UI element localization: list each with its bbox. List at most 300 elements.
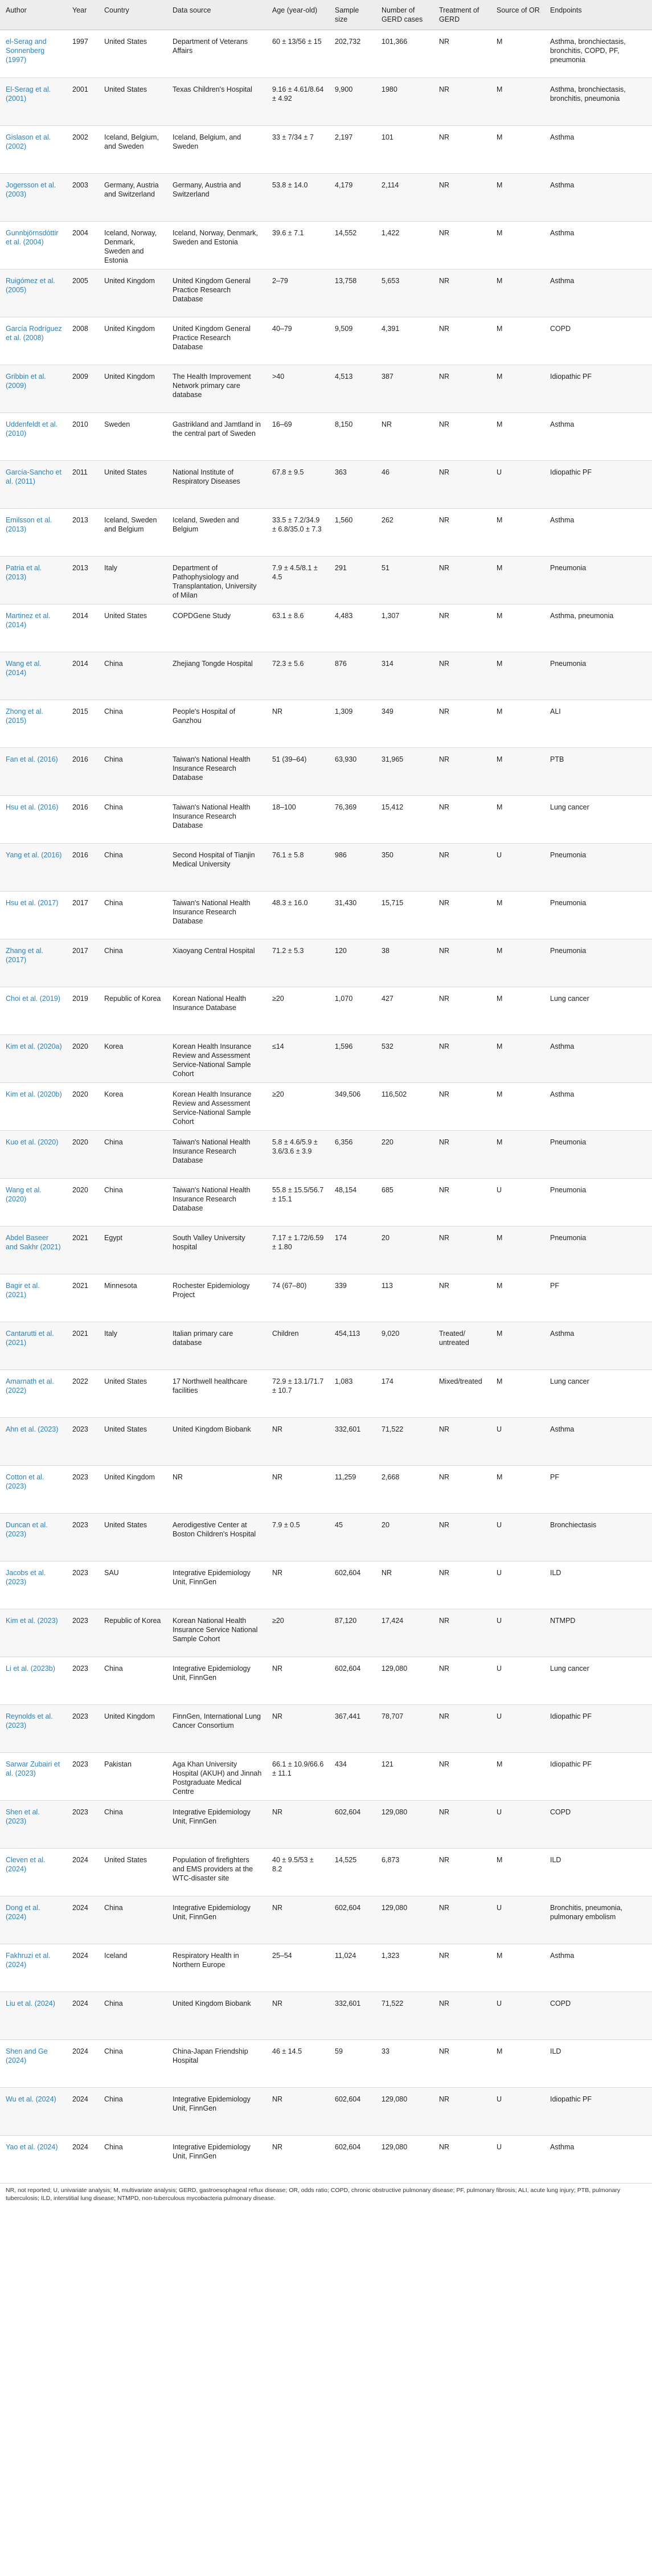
table-row xyxy=(0,652,652,700)
cell-treatment: NR xyxy=(433,748,491,796)
cell-data-source: Aga Khan University Hospital (AKUH) and Jinnah Postgraduate Medical Centre xyxy=(167,1753,266,1801)
cell-endpoints: Pneumonia xyxy=(544,1131,652,1179)
cell-age: NR xyxy=(266,1896,329,1944)
table-row xyxy=(0,269,652,317)
cell-year: 2024 xyxy=(67,2136,99,2184)
author-citation-link[interactable]: Dong et al. (2024) xyxy=(6,1904,40,1921)
cell-data-source: Taiwan's National Health Insurance Research Database xyxy=(167,1131,266,1179)
cell-treatment: NR xyxy=(433,604,491,652)
cell-country: China xyxy=(99,700,167,748)
cell-age: NR xyxy=(266,2088,329,2136)
cell-or-source: M xyxy=(491,269,544,317)
cell-endpoints: ILD xyxy=(544,1561,652,1609)
cell-sample-size: 11,024 xyxy=(329,1944,376,1992)
cell-sample-size: 14,525 xyxy=(329,1849,376,1896)
cell-author xyxy=(0,1705,67,1753)
cell-country: Republic of Korea xyxy=(99,1609,167,1657)
cell-treatment: NR xyxy=(433,413,491,461)
cell-age: 9.16 ± 4.61/8.64 ± 4.92 xyxy=(266,78,329,126)
cell-endpoints: COPD xyxy=(544,1801,652,1849)
cell-sample-size: 602,604 xyxy=(329,1801,376,1849)
cell-treatment: NR xyxy=(433,1992,491,2040)
author-citation-link[interactable]: Ruigómez et al. (2005) xyxy=(6,277,55,294)
table-row xyxy=(0,1370,652,1418)
author-citation-link[interactable]: Fakhruzi et al. (2024) xyxy=(6,1952,51,1969)
cell-data-source: Gastrikland and Jamtland in the central part of Sweden xyxy=(167,413,266,461)
cell-author xyxy=(0,1226,67,1274)
cell-age: 67.8 ± 9.5 xyxy=(266,461,329,509)
table-row xyxy=(0,1561,652,1609)
table-row xyxy=(0,1992,652,2040)
author-citation-link[interactable]: Kim et al. (2023) xyxy=(6,1617,58,1625)
cell-age: ≤14 xyxy=(266,1035,329,1083)
cell-gerd-cases: 78,707 xyxy=(376,1705,433,1753)
cell-treatment: Treated/ untreated xyxy=(433,1322,491,1370)
cell-data-source: United Kingdom General Practice Research Database xyxy=(167,269,266,317)
cell-author xyxy=(0,1035,67,1083)
cell-gerd-cases: 129,080 xyxy=(376,2136,433,2184)
cell-endpoints: Asthma xyxy=(544,269,652,317)
author-citation-link[interactable]: Yao et al. (2024) xyxy=(6,2143,58,2151)
author-citation-link[interactable]: Choi et al. (2019) xyxy=(6,995,60,1003)
cell-endpoints: Asthma xyxy=(544,1944,652,1992)
cell-author xyxy=(0,2136,67,2184)
cell-or-source: M xyxy=(491,1466,544,1514)
cell-year: 2024 xyxy=(67,1944,99,1992)
cell-age: NR xyxy=(266,1561,329,1609)
table-row xyxy=(0,78,652,126)
table-row xyxy=(0,2136,652,2184)
table-row xyxy=(0,2088,652,2136)
cell-treatment: NR xyxy=(433,1705,491,1753)
cell-country: China xyxy=(99,1179,167,1226)
cell-year: 2024 xyxy=(67,2088,99,2136)
cell-or-source: U xyxy=(491,1561,544,1609)
cell-treatment: NR xyxy=(433,652,491,700)
cell-gerd-cases: 17,424 xyxy=(376,1609,433,1657)
cell-gerd-cases: 101 xyxy=(376,126,433,174)
cell-endpoints: Pneumonia xyxy=(544,557,652,604)
author-citation-link[interactable]: Patria et al. (2013) xyxy=(6,564,42,581)
cell-endpoints: Pneumonia xyxy=(544,939,652,987)
cell-author xyxy=(0,987,67,1035)
cell-age: 7.9 ± 4.5/8.1 ± 4.5 xyxy=(266,557,329,604)
cell-treatment: NR xyxy=(433,1896,491,1944)
author-citation-link[interactable]: Gunnbjörnsdóttir et al. (2004) xyxy=(6,229,59,246)
table-row xyxy=(0,1035,652,1083)
cell-treatment: NR xyxy=(433,1944,491,1992)
cell-author xyxy=(0,1849,67,1896)
cell-sample-size: 59 xyxy=(329,2040,376,2088)
cell-year: 2017 xyxy=(67,939,99,987)
cell-gerd-cases: 349 xyxy=(376,700,433,748)
cell-treatment: NR xyxy=(433,78,491,126)
cell-age: ≥20 xyxy=(266,987,329,1035)
cell-sample-size: 63,930 xyxy=(329,748,376,796)
cell-age: 18–100 xyxy=(266,796,329,844)
cell-treatment: NR xyxy=(433,174,491,222)
author-citation-link[interactable]: Bagir et al. (2021) xyxy=(6,1282,40,1299)
cell-sample-size: 602,604 xyxy=(329,1561,376,1609)
author-citation-link[interactable]: Shen and Ge (2024) xyxy=(6,2047,48,2064)
cell-gerd-cases: 129,080 xyxy=(376,1801,433,1849)
column-header-endpoints: Endpoints xyxy=(544,0,652,30)
cell-year: 2016 xyxy=(67,796,99,844)
cell-endpoints: Asthma, bronchiectasis, bronchitis, COPD, PF, pneumonia xyxy=(544,30,652,78)
cell-or-source: U xyxy=(491,1179,544,1226)
table-row xyxy=(0,1753,652,1801)
cell-data-source: Integrative Epidemiology Unit, FinnGen xyxy=(167,1657,266,1705)
cell-or-source: U xyxy=(491,1896,544,1944)
cell-or-source: M xyxy=(491,1370,544,1418)
cell-endpoints: Asthma xyxy=(544,509,652,557)
cell-gerd-cases: 5,653 xyxy=(376,269,433,317)
table-row xyxy=(0,796,652,844)
author-citation-link[interactable]: Wu et al. (2024) xyxy=(6,2095,56,2103)
cell-year: 2010 xyxy=(67,413,99,461)
author-citation-link[interactable]: Zhong et al. (2015) xyxy=(6,708,44,725)
cell-year: 2015 xyxy=(67,700,99,748)
cell-country: United Kingdom xyxy=(99,1466,167,1514)
cell-author xyxy=(0,939,67,987)
cell-data-source: United Kingdom Biobank xyxy=(167,1992,266,2040)
table-row xyxy=(0,1274,652,1322)
cell-age: 71.2 ± 5.3 xyxy=(266,939,329,987)
cell-data-source: COPDGene Study xyxy=(167,604,266,652)
cell-author xyxy=(0,748,67,796)
author-citation-link[interactable]: Cantarutti et al. (2021) xyxy=(6,1330,54,1347)
cell-or-source: M xyxy=(491,1131,544,1179)
cell-sample-size: 4,483 xyxy=(329,604,376,652)
table-row xyxy=(0,509,652,557)
cell-age: 39.6 ± 7.1 xyxy=(266,222,329,269)
cell-sample-size: 454,113 xyxy=(329,1322,376,1370)
author-citation-link[interactable]: Cleven et al. (2024) xyxy=(6,1856,46,1873)
table-row xyxy=(0,748,652,796)
table-row xyxy=(0,604,652,652)
table-row xyxy=(0,222,652,269)
cell-sample-size: 11,259 xyxy=(329,1466,376,1514)
cell-data-source: 17 Northwell healthcare facilities xyxy=(167,1370,266,1418)
cell-or-source: U xyxy=(491,1657,544,1705)
cell-gerd-cases: 20 xyxy=(376,1514,433,1561)
cell-sample-size: 434 xyxy=(329,1753,376,1801)
cell-gerd-cases: 1,422 xyxy=(376,222,433,269)
cell-sample-size: 1,083 xyxy=(329,1370,376,1418)
author-citation-link[interactable]: Kim et al. (2020b) xyxy=(6,1090,62,1098)
cell-or-source: U xyxy=(491,1992,544,2040)
cell-endpoints: Lung cancer xyxy=(544,796,652,844)
table-row xyxy=(0,1609,652,1657)
author-citation-link[interactable]: García-Sancho et al. (2011) xyxy=(6,468,61,485)
author-citation-link[interactable]: Jogersson et al. (2003) xyxy=(6,181,56,198)
cell-sample-size: 31,430 xyxy=(329,892,376,939)
column-header-data-source: Data source xyxy=(167,0,266,30)
table-row xyxy=(0,557,652,604)
table-footnote: NR, not reported; U, univariate analysis; M, multivariate analysis; GERD, gastroesophageal reflux disease; OR, odds ratio; COPD, chronic obstructive pulmonary disease; PF, pulmonary fibrosis; ALI, acute lung injury; PTB, pulmonary tuberculosis; ILD, interstitial lung disease; NTMPD, non-tuberculous mycobacteria pulmonary disease. xyxy=(6,2187,621,2202)
cell-author xyxy=(0,269,67,317)
cell-country: United Kingdom xyxy=(99,1705,167,1753)
cell-author xyxy=(0,126,67,174)
cell-endpoints: Lung cancer xyxy=(544,1370,652,1418)
cell-sample-size: 6,356 xyxy=(329,1131,376,1179)
cell-author xyxy=(0,557,67,604)
cell-age: 16–69 xyxy=(266,413,329,461)
cell-country: United Kingdom xyxy=(99,365,167,413)
author-citation-link[interactable]: Yang et al. (2016) xyxy=(6,851,62,859)
cell-author xyxy=(0,30,67,78)
table-row xyxy=(0,1705,652,1753)
author-citation-link[interactable]: Amarnath et al. (2022) xyxy=(6,1377,54,1395)
column-header-gerd-cases: Number of GERD cases xyxy=(376,0,433,30)
cell-country: China xyxy=(99,748,167,796)
author-citation-link[interactable]: Duncan et al. (2023) xyxy=(6,1521,48,1538)
cell-or-source: M xyxy=(491,78,544,126)
cell-endpoints: Asthma, pneumonia xyxy=(544,604,652,652)
cell-endpoints: Asthma xyxy=(544,126,652,174)
cell-or-source: M xyxy=(491,413,544,461)
cell-author xyxy=(0,1274,67,1322)
cell-sample-size: 1,560 xyxy=(329,509,376,557)
cell-endpoints: Pneumonia xyxy=(544,844,652,892)
cell-data-source: Texas Children's Hospital xyxy=(167,78,266,126)
cell-treatment: NR xyxy=(433,1561,491,1609)
cell-age: 63.1 ± 8.6 xyxy=(266,604,329,652)
cell-treatment: NR xyxy=(433,1083,491,1131)
cell-treatment: NR xyxy=(433,1418,491,1466)
cell-year: 2023 xyxy=(67,1801,99,1849)
author-citation-link[interactable]: Wang et al. (2014) xyxy=(6,660,42,677)
author-citation-link[interactable]: Shen et al. (2023) xyxy=(6,1808,40,1825)
cell-sample-size: 87,120 xyxy=(329,1609,376,1657)
cell-gerd-cases: NR xyxy=(376,413,433,461)
cell-country: China xyxy=(99,939,167,987)
cell-or-source: M xyxy=(491,604,544,652)
cell-age: 25–54 xyxy=(266,1944,329,1992)
table-row xyxy=(0,1944,652,1992)
cell-data-source: Department of Pathophysiology and Transplantation, University of Milan xyxy=(167,557,266,604)
cell-year: 2024 xyxy=(67,1896,99,1944)
author-citation-link[interactable]: Jacobs et al. (2023) xyxy=(6,1569,46,1586)
author-citation-link[interactable]: Gribbin et al. (2009) xyxy=(6,373,46,390)
cell-author xyxy=(0,222,67,269)
cell-age: NR xyxy=(266,1466,329,1514)
cell-gerd-cases: 113 xyxy=(376,1274,433,1322)
cell-endpoints: Asthma xyxy=(544,413,652,461)
author-citation-link[interactable]: Wang et al. (2020) xyxy=(6,1186,42,1203)
cell-sample-size: 202,732 xyxy=(329,30,376,78)
cell-age: Children xyxy=(266,1322,329,1370)
cell-data-source: Department of Veterans Affairs xyxy=(167,30,266,78)
cell-data-source: Integrative Epidemiology Unit, FinnGen xyxy=(167,2136,266,2184)
cell-or-source: M xyxy=(491,796,544,844)
column-header-treatment: Treatment of GERD xyxy=(433,0,491,30)
cell-endpoints: Asthma xyxy=(544,174,652,222)
author-citation-link[interactable]: Abdel Baseer and Sakhr (2021) xyxy=(6,1234,61,1251)
cell-country: United States xyxy=(99,461,167,509)
cell-treatment: NR xyxy=(433,1753,491,1801)
cell-gerd-cases: 129,080 xyxy=(376,2088,433,2136)
cell-year: 2023 xyxy=(67,1609,99,1657)
author-citation-link[interactable]: Cotton et al. (2023) xyxy=(6,1473,44,1490)
author-citation-link[interactable]: Hsu et al. (2017) xyxy=(6,899,59,907)
cell-author xyxy=(0,700,67,748)
cell-author xyxy=(0,413,67,461)
table-row xyxy=(0,1418,652,1466)
cell-or-source: M xyxy=(491,365,544,413)
cell-age: 40–79 xyxy=(266,317,329,365)
cell-age: 72.3 ± 5.6 xyxy=(266,652,329,700)
cell-age: NR xyxy=(266,1418,329,1466)
cell-gerd-cases: 101,366 xyxy=(376,30,433,78)
author-citation-link[interactable]: Gislason et al. (2002) xyxy=(6,133,51,150)
cell-data-source: Taiwan's National Health Insurance Research Database xyxy=(167,1179,266,1226)
cell-sample-size: 8,150 xyxy=(329,413,376,461)
cell-sample-size: 1,309 xyxy=(329,700,376,748)
cell-year: 2003 xyxy=(67,174,99,222)
author-citation-link[interactable]: el-Serag and Sonnenberg (1997) xyxy=(6,38,47,64)
author-citation-link[interactable]: Uddenfeldt et al. (2010) xyxy=(6,420,58,437)
cell-gerd-cases: 685 xyxy=(376,1179,433,1226)
cell-year: 2023 xyxy=(67,1657,99,1705)
author-citation-link[interactable]: Sarwar Zubairi et al. (2023) xyxy=(6,1760,60,1777)
cell-treatment: NR xyxy=(433,126,491,174)
cell-or-source: M xyxy=(491,2040,544,2088)
cell-treatment: NR xyxy=(433,796,491,844)
cell-data-source: Rochester Epidemiology Project xyxy=(167,1274,266,1322)
author-citation-link[interactable]: Kim et al. (2020a) xyxy=(6,1042,62,1050)
table-row xyxy=(0,987,652,1035)
table-row xyxy=(0,2040,652,2088)
cell-year: 2020 xyxy=(67,1083,99,1131)
cell-year: 2021 xyxy=(67,1274,99,1322)
cell-country: Sweden xyxy=(99,413,167,461)
cell-or-source: M xyxy=(491,700,544,748)
cell-year: 2019 xyxy=(67,987,99,1035)
cell-country: Egypt xyxy=(99,1226,167,1274)
cell-data-source: Second Hospital of Tianjin Medical University xyxy=(167,844,266,892)
cell-or-source: U xyxy=(491,1514,544,1561)
cell-age: 33 ± 7/34 ± 7 xyxy=(266,126,329,174)
cell-or-source: M xyxy=(491,222,544,269)
cell-endpoints: Pneumonia xyxy=(544,1179,652,1226)
cell-gerd-cases: 314 xyxy=(376,652,433,700)
cell-year: 2023 xyxy=(67,1466,99,1514)
cell-country: Iceland, Sweden and Belgium xyxy=(99,509,167,557)
cell-year: 2020 xyxy=(67,1179,99,1226)
author-citation-link[interactable]: García Rodríguez et al. (2008) xyxy=(6,325,62,342)
cell-endpoints: Lung cancer xyxy=(544,987,652,1035)
cell-author xyxy=(0,604,67,652)
cell-sample-size: 4,513 xyxy=(329,365,376,413)
author-citation-link[interactable]: Liu et al. (2024) xyxy=(6,2000,55,2007)
table-row xyxy=(0,365,652,413)
cell-country: Pakistan xyxy=(99,1753,167,1801)
cell-country: China xyxy=(99,1131,167,1179)
cell-sample-size: 13,758 xyxy=(329,269,376,317)
cell-data-source: Korean Health Insurance Review and Assessment Service-National Sample Cohort xyxy=(167,1035,266,1083)
cell-country: Korea xyxy=(99,1083,167,1131)
author-citation-link[interactable]: Reynolds et al. (2023) xyxy=(6,1712,53,1729)
cell-data-source: Xiaoyang Central Hospital xyxy=(167,939,266,987)
author-citation-link[interactable]: Hsu et al. (2016) xyxy=(6,803,59,811)
cell-age: 7.9 ± 0.5 xyxy=(266,1514,329,1561)
author-citation-link[interactable]: Emilsson et al. (2013) xyxy=(6,516,52,533)
cell-age: 51 (39–64) xyxy=(266,748,329,796)
cell-sample-size: 332,601 xyxy=(329,1992,376,2040)
cell-country: Minnesota xyxy=(99,1274,167,1322)
cell-author xyxy=(0,1131,67,1179)
table-row xyxy=(0,1657,652,1705)
cell-author xyxy=(0,796,67,844)
author-citation-link[interactable]: Zhang et al. (2017) xyxy=(6,947,44,964)
cell-endpoints: Lung cancer xyxy=(544,1657,652,1705)
cell-author xyxy=(0,892,67,939)
cell-gerd-cases: 6,873 xyxy=(376,1849,433,1896)
cell-year: 2013 xyxy=(67,557,99,604)
cell-age: 7.17 ± 1.72/6.59 ± 1.80 xyxy=(266,1226,329,1274)
cell-gerd-cases: NR xyxy=(376,1561,433,1609)
cell-gerd-cases: 71,522 xyxy=(376,1418,433,1466)
cell-treatment: NR xyxy=(433,1131,491,1179)
cell-treatment: NR xyxy=(433,844,491,892)
cell-or-source: M xyxy=(491,652,544,700)
cell-gerd-cases: 15,715 xyxy=(376,892,433,939)
cell-year: 2023 xyxy=(67,1561,99,1609)
author-citation-link[interactable]: El-Serag et al. (2001) xyxy=(6,85,51,103)
cell-country: Iceland, Belgium, and Sweden xyxy=(99,126,167,174)
cell-author xyxy=(0,1609,67,1657)
table-row xyxy=(0,461,652,509)
cell-year: 2005 xyxy=(67,269,99,317)
cell-age: 53.8 ± 14.0 xyxy=(266,174,329,222)
cell-treatment: NR xyxy=(433,1035,491,1083)
column-header-or-source: Source of OR xyxy=(491,0,544,30)
cell-author xyxy=(0,1944,67,1992)
cell-treatment: NR xyxy=(433,509,491,557)
cell-year: 2024 xyxy=(67,1849,99,1896)
cell-or-source: M xyxy=(491,1274,544,1322)
cell-endpoints: COPD xyxy=(544,317,652,365)
cell-gerd-cases: 129,080 xyxy=(376,1896,433,1944)
cell-age: 40 ± 9.5/53 ± 8.2 xyxy=(266,1849,329,1896)
cell-or-source: M xyxy=(491,1944,544,1992)
cell-country: China xyxy=(99,652,167,700)
cell-treatment: NR xyxy=(433,939,491,987)
author-citation-link[interactable]: Kuo et al. (2020) xyxy=(6,1138,59,1146)
cell-year: 2017 xyxy=(67,892,99,939)
author-citation-link[interactable]: Martinez et al. (2014) xyxy=(6,612,51,629)
cell-treatment: NR xyxy=(433,1466,491,1514)
author-citation-link[interactable]: Ahn et al. (2023) xyxy=(6,1425,59,1433)
cell-author xyxy=(0,1753,67,1801)
cell-treatment: NR xyxy=(433,2040,491,2088)
cell-country: China xyxy=(99,1657,167,1705)
cell-endpoints: COPD xyxy=(544,1992,652,2040)
cell-country: Iceland xyxy=(99,1944,167,1992)
cell-endpoints: Idiopathic PF xyxy=(544,461,652,509)
table-row xyxy=(0,1849,652,1896)
cell-treatment: NR xyxy=(433,1226,491,1274)
cell-endpoints: Asthma xyxy=(544,222,652,269)
author-citation-link[interactable]: Fan et al. (2016) xyxy=(6,755,58,763)
cell-gerd-cases: 15,412 xyxy=(376,796,433,844)
cell-author xyxy=(0,1992,67,2040)
author-citation-link[interactable]: Li et al. (2023b) xyxy=(6,1665,55,1673)
cell-gerd-cases: 350 xyxy=(376,844,433,892)
cell-author xyxy=(0,1083,67,1131)
table-row xyxy=(0,1179,652,1226)
